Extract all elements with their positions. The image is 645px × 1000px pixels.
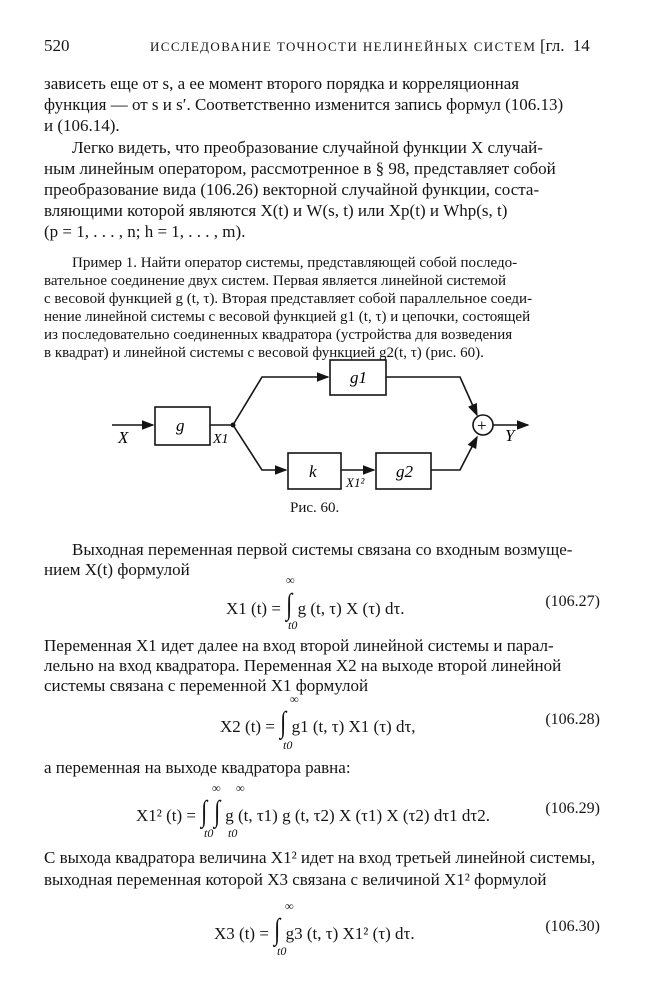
para4-line: Переменная X1 идет далее на вход второй линейной системы и парал- [44,636,554,655]
para2-line: вляющими которой являются X(t) и W(s, t) или Xp(t) и Whp(s, t) [44,201,508,220]
equation-106-27 [226,590,405,620]
equation-106-30 [214,915,415,945]
para3-line: Выходная переменная первой системы связана со входным возмуще- [72,540,573,559]
integral-sign: ∫ [280,706,287,739]
integral-sign: ∫ [286,588,293,621]
para2-line: преобразование вида (106.26) векторной случайной функции, соста- [44,180,540,199]
eq-lhs: X1 (t) = [226,599,281,618]
para2-line: Легко видеть, что преобразование случайной функции X случай- [72,138,543,157]
example-line: нение линейной системы с весовой функцией g1 (t, τ) и цепочки, состоящей [44,309,531,325]
eq-body: g (t, τ1) g (t, τ2) X (τ1) X (τ2) dτ1 dτ2. [225,806,490,825]
label-x1: X1 [213,432,229,447]
label-g: g [176,416,185,435]
label-y-output: Y [505,426,515,445]
para2-line: (p = 1, . . . , n; h = 1, . . . , m). [44,222,246,241]
lower-limit: t0 [277,944,287,958]
para4-line: системы связана с переменной X1 формулой [44,676,369,695]
label-k: k [309,462,317,481]
equation-106-29 [136,797,490,827]
sum-symbol: + [477,416,487,435]
block-diagram [0,355,645,495]
lower-limit: t0 [204,826,214,840]
upper-limit: ∞ [285,899,294,913]
lower-limit: t0 [288,618,298,632]
equation-106-28 [220,708,416,738]
lower-branch [233,425,286,470]
label-x1sq: X1² [346,475,365,490]
eq-lhs: X2 (t) = [220,717,275,736]
para4-line: лельно на вход квадратора. Переменная X2 на выходе второй линейной [44,656,562,675]
example-line: с весовой функцией g (t, τ). Вторая представляет собой параллельное соеди- [44,291,533,307]
example-line: из последовательно соединенных квадратора (устройства для возведения [44,327,513,343]
figure-caption: Рис. 60. [290,500,340,516]
eq-body: g (t, τ) X (τ) dτ. [297,599,405,618]
para3-line: нием X(t) формулой [44,560,190,579]
upper-limit: ∞ [236,781,245,795]
example-line: вательное соединение двух систем. Первая является линейной системой [44,273,507,289]
lower-limit: t0 [283,738,293,752]
equation-number: (106.29) [545,800,600,817]
label-g1: g1 [350,368,367,387]
upper-limit: ∞ [286,573,295,587]
page-number: 520 [44,36,70,55]
example-line: в квадрат) и линейной системы с весовой функцией g2(t, τ) (рис. 60). [44,345,484,361]
para6-line: С выхода квадратора величина X1² идет на вход третьей линейной системы, [44,848,596,867]
para6-line: выходная переменная которой X3 связана с величиной X1² формулой [44,870,547,889]
example-line: Пример 1. Найти оператор системы, представляющей собой последо- [72,255,518,271]
eq-body: g1 (t, τ) X1 (τ) dτ, [291,717,416,736]
equation-number: (106.27) [545,593,600,610]
label-g2: g2 [396,462,413,481]
para1-line: функция — от s и s′. Соответственно изменится запись формул (106.13) [44,95,564,114]
para1-line: зависеть еще от s, а ее момент второго порядка и корреляционная [44,74,520,93]
eq-lhs: X3 (t) = [214,924,269,943]
equation-number: (106.28) [545,711,600,728]
para1-line: и (106.14). [44,116,120,135]
eq-body: g3 (t, τ) X1² (τ) dτ. [285,924,415,943]
para2-line: ным линейным оператором, рассмотренное в § 98, представляет собой [44,159,556,178]
lower-limit: t0 [228,826,238,840]
chapter-ref: [гл. 14 [540,36,590,55]
upper-branch [233,377,328,425]
running-title: ИССЛЕДОВАНИЕ ТОЧНОСТИ НЕЛИНЕЙНЫХ СИСТЕМ [150,39,537,54]
upper-limit: ∞ [212,781,221,795]
equation-number: (106.30) [545,918,600,935]
label-x-input: X [118,428,129,447]
eq-lhs: X1² (t) = [136,806,197,825]
para5-line: а переменная на выходе квадратора равна: [44,758,351,777]
upper-limit: ∞ [290,692,299,706]
integral-sign: ∫ [201,795,208,828]
integral-sign: ∫ [213,795,220,828]
integral-sign: ∫ [274,913,281,946]
